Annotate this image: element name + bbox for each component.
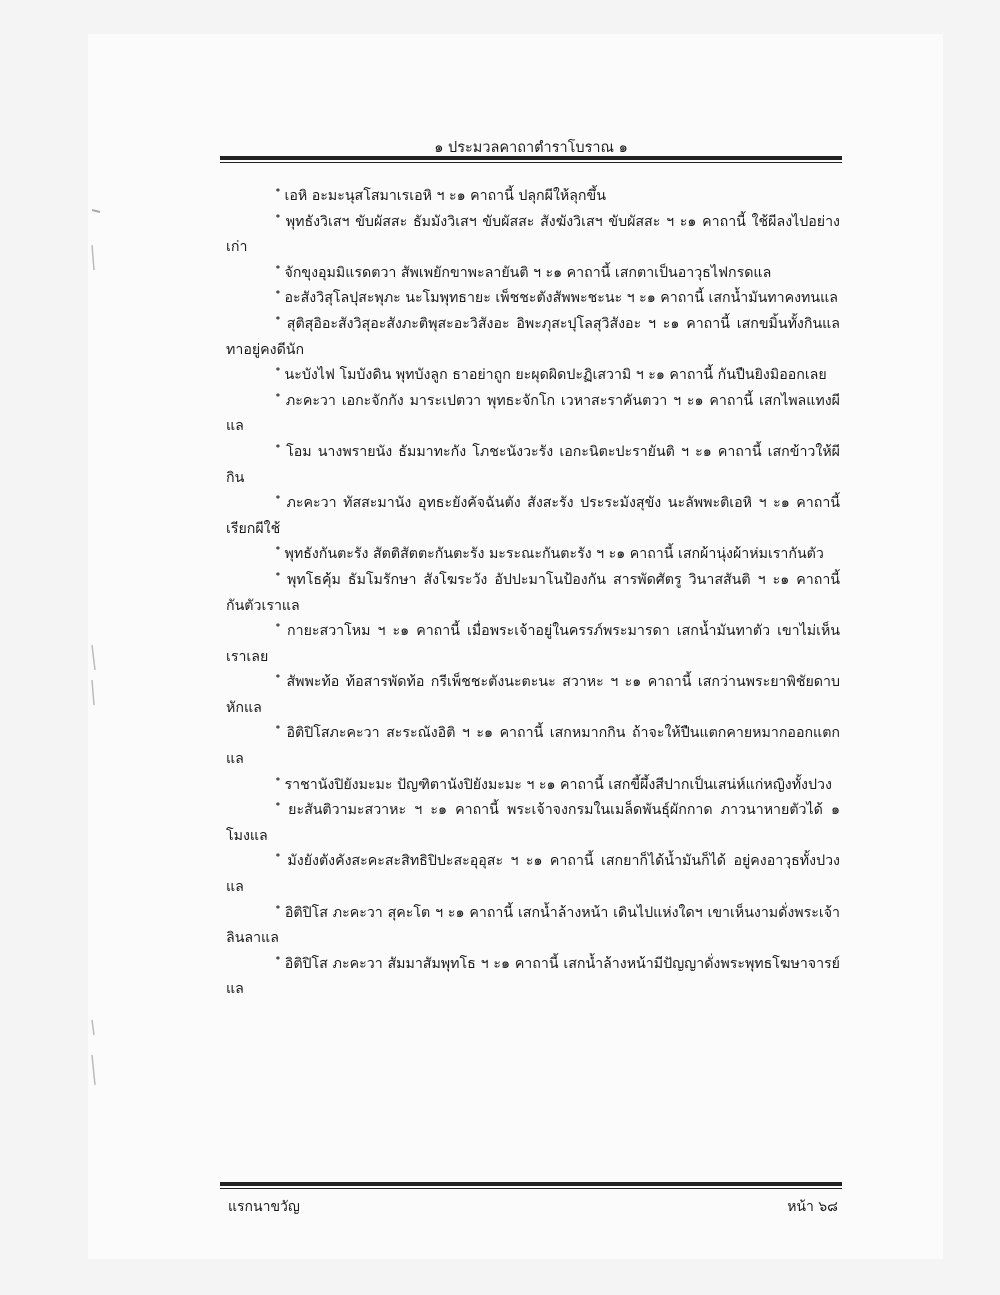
page-header-title: ๑ ประมวลคาถาตำราโบราณ ๑ (434, 140, 628, 156)
verse-item: ํ พุทธังวิเสฯ ขับผัสสะ ธัมมังวิเสฯ ขับผัสสะ สังฆังวิเสฯ ขับผัสสะ ฯ ะ๑ คาถานี้ ใช้ผีลงไปอย่างเก่า (226, 213, 840, 256)
verse-item: ํ พุทธังกันตะรัง สัตติสัตตะกันตะรัง มะระณะกันตะรัง ฯ ะ๑ คาถานี้ เสกผ้านุ่งผ้าห่มเรากันตัว (280, 546, 824, 563)
verse-item: ํ อิติปิโส ภะคะวา สัมมาสัมพุทโธ ฯ ะ๑ คาถานี้ เสกน้ำล้างหน้ามีปัญญาดั่งพระพุทธโฆษาจารย์แล (226, 955, 840, 998)
verse-item: ํ อิติปิโส ภะคะวา สุคะโต ฯ ะ๑ คาถานี้ เสกน้ำล้างหน้า เดินไปแห่งใดฯ เขาเห็นงามดั่งพระเจ้าลินลาแล (226, 904, 840, 947)
verse-item: ํ สัพพะท้อ ท้อสารพัดท้อ กรีเพ็ชชะตังนะตะนะ สวาหะ ฯ ะ๑ คาถานี้ เสกว่านพระยาพิชัยดาบหักแล (226, 674, 840, 716)
verse-list (226, 184, 840, 1003)
footer-rule (220, 1182, 842, 1189)
verse-item: ํ สุติสุอิอะสังวิสุอะสังภะติพุสะอะวิสังอะ อิพะภุสะปุโลสุวิสังอะ ฯ ะ๑ คาถานี้ เสกขมิ้นทั้งกินแลทาอยู่คงดีนัก (226, 315, 840, 358)
verse-item: ํ อิติปิโสภะคะวา สะระณังอิติ ฯ ะ๑ คาถานี้ เสกหมากกิน ถ้าจะให้ปืนแตกคายหมากออกแตกแล (226, 725, 840, 768)
verse-item: ํ เอหิ อะมะนุสโสมาเรเอหิ ฯ ะ๑ คาถานี้ ปลุกผีให้ลุกขึ้น (280, 188, 606, 204)
footer-book-title: แรกนาขวัญ (228, 1199, 300, 1215)
scan-marks (82, 200, 112, 1100)
verse-item: ํ พุทโธคุ้ม ธัมโมรักษา สังโฆระวัง อัปปะมาโนป้องกัน สารพัดศัตรู วินาสสันติ ฯ ะ๑ คาถานี้ กันตัวเราแล (226, 571, 840, 614)
verse-item: ํ อะสังวิสุโลปุสะพุภะ นะโมพุทธายะ เพ็ชชะตังสัพพะชะนะ ฯ ะ๑ คาถานี้ เสกน้ำมันทาคงทนแล (280, 290, 838, 307)
verse-item: ํ กายะสวาโหม ฯ ะ๑ คาถานี้ เมื่อพระเจ้าอยู่ในครรภ์พระมารดา เสกน้ำมันทาตัว เขาไม่เห็นเราเลย (226, 623, 840, 665)
verse-item: ํ นะบังไฟ โมบังดิน พุทบังลูก ธาอย่าถูก ยะผุดผิดปะฏิเสวามิ ฯ ะ๑ คาถานี้ กันปืนยิงมิออกเลย (280, 367, 827, 384)
verse-item: ํ มังยังตังคังสะคะสะสิทธิปิปะสะอุอุสะ ฯ ะ๑ คาถานี้ เสกยาก็ได้น้ำมันก็ได้ อยู่คงอาวุธทั้งปวงแล (226, 853, 840, 896)
verse-item: ํ ภะคะวา เอกะจักกัง มาระเปตวา พุทธะจักโก เวหาสะราคันตวา ฯ ะ๑ คาถานี้ เสกไพลแทงผีแล (226, 392, 840, 435)
verse-item: ํ ยะสันติวามะสวาหะ ฯ ะ๑ คาถานี้ พระเจ้าจงกรมในเมล็ดพันธุ์ผักกาด ภาวนาหายตัวได้ ๑ โมงแล (226, 802, 840, 844)
header-rule (220, 156, 842, 163)
footer-page-number: หน้า ๖๘ (787, 1199, 838, 1215)
verse-item: ํ ราชานังปิยังมะมะ ปัญฑิตานังปิยังมะมะ ฯ ะ๑ คาถานี้ เสกขี้ผึ้งสีปากเป็นเสน่ห์แก่หญิงทั้งปวง (280, 776, 832, 793)
verse-item: ํ จักขุงอุมมิแรดตวา สัพเพยักขาพะลายันติ ฯ ะ๑ คาถานี้ เสกตาเป็นอาวุธไฟกรดแล (280, 264, 772, 281)
verse-item: ํ ภะคะวา ทัสสะมานัง อุทธะยังคัจฉันตัง สังสะรัง ประระมังสุขัง นะลัพพะติเอหิ ฯ ะ๑ คาถานี้ เรียกผีใช้ (226, 495, 840, 537)
verse-item: ํ โอม นางพรายนัง ธัมมาทะกัง โภชะนังวะรัง เอกะนิตะปะรายันติ ฯ ะ๑ คาถานี้ เสกข้าวให้ผีกิน (226, 443, 840, 486)
